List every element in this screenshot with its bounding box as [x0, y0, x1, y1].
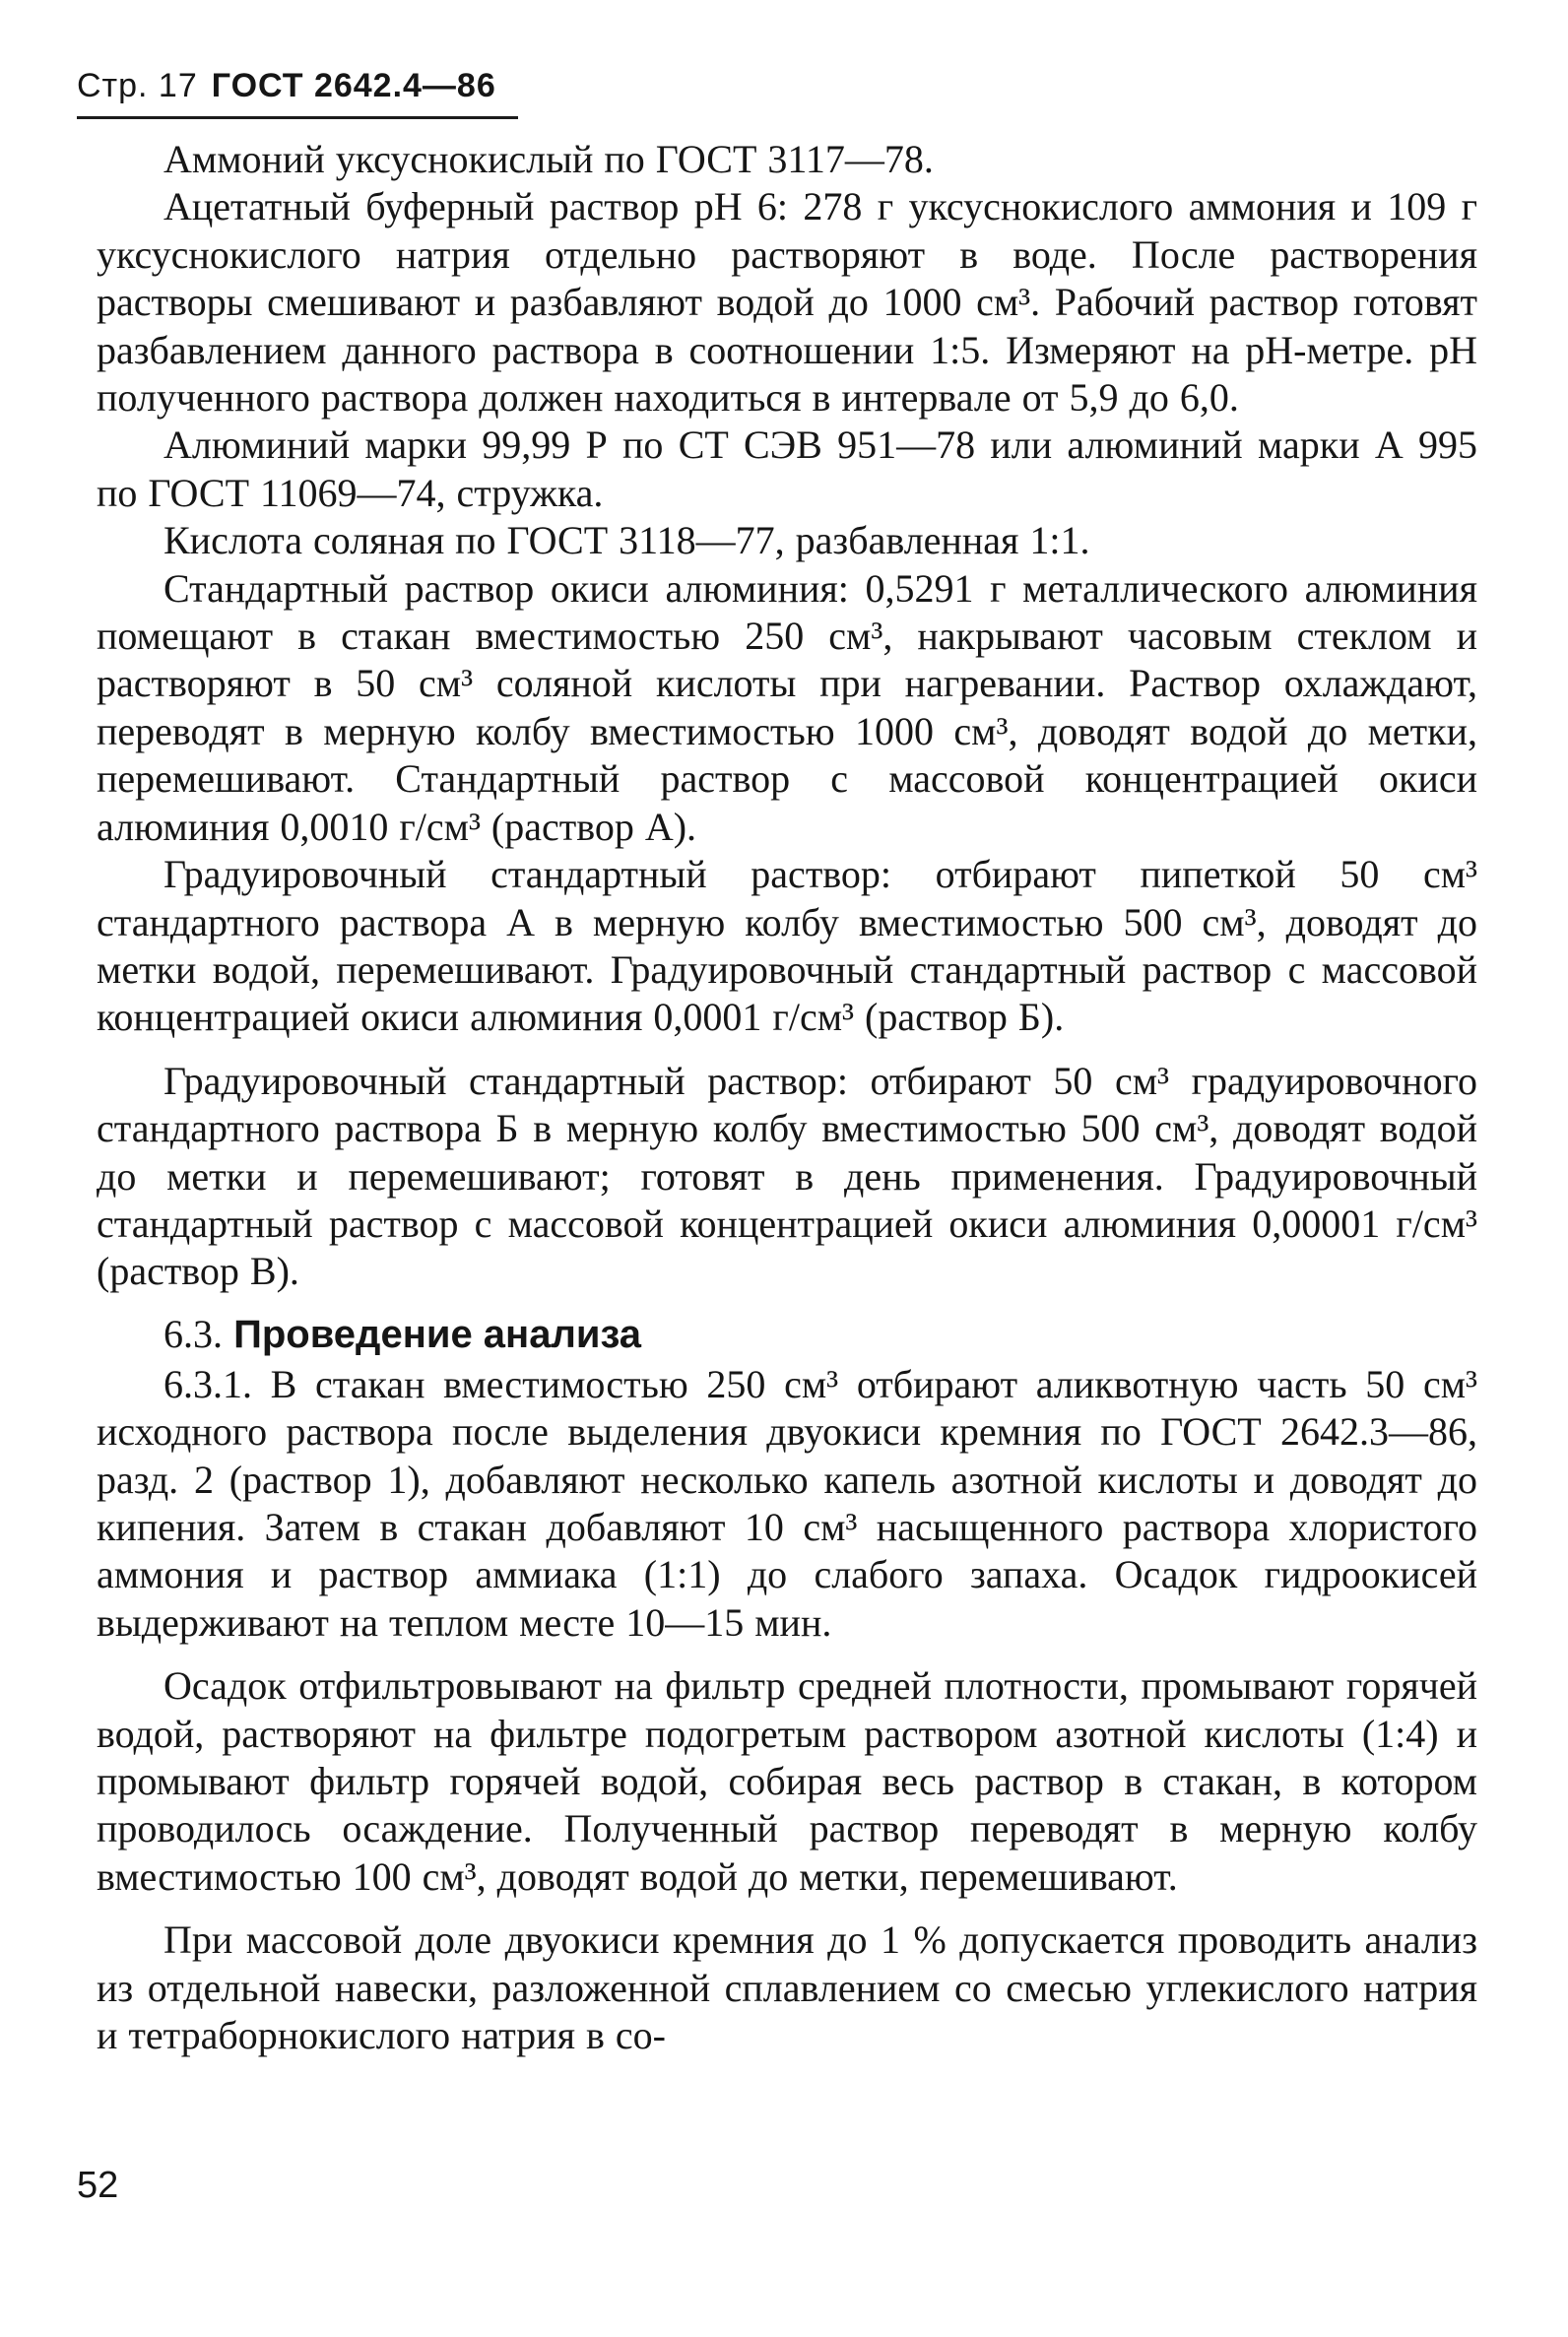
standard-code: ГОСТ 2642.4—86	[211, 67, 496, 104]
document-body	[97, 136, 1477, 2059]
paragraph-aluminium: Алюминий марки 99,99 Р по СТ СЭВ 951—78 или алюминий марки А 995 по ГОСТ 11069—74, стружка.	[97, 422, 1477, 515]
paragraph-acetate-buffer: Ацетатный буферный раствор рН 6: 278 г уксуснокислого аммония и 109 г уксуснокислого натрия отдельно растворяют в воде. После растворения растворы смешивают и разбавляют водой до 1000 см³. Рабочий раствор готовят разбавлением данного раствора в соотношении 1:5. Измеряют на рН-метре. рН полученного раствора должен находиться в интервале от 5,9 до 6,0.	[97, 184, 1477, 421]
paragraph-calibration-solution-c: Градуировочный стандартный раствор: отбирают 50 см³ градуировочного стандартного раствора Б в мерную колбу вместимостью 500 см³, доводят водой до метки и перемешивают; готовят в день применения. Градуировочный стандартный раствор с массовой концентрацией окиси алюминия 0,00001 г/см³ (раствор В).	[97, 1058, 1477, 1294]
page-label: Стр. 17	[77, 67, 198, 104]
header-rule	[77, 116, 518, 119]
page-number: 52	[77, 2165, 119, 2206]
paragraph-filtration: Осадок отфильтровывают на фильтр средней плотности, промывают горячей водой, растворяют на фильтре подогретым раствором азотной кислоты (1:4) и промывают фильтр горячей водой, собирая весь раствор в стакан, в котором проводилось осаждение. Полученный раствор переводят в мерную колбу вместимостью 100 см³, доводят водой до метки, перемешивают.	[97, 1663, 1477, 1899]
paragraph-standard-solution-a: Стандартный раствор окиси алюминия: 0,5291 г металлического алюминия помещают в стакан вместимостью 250 см³, накрывают часовым стеклом и растворяют в 50 см³ соляной кислоты при нагревании. Раствор охлаждают, переводят в мерную колбу вместимостью 1000 см³, доводят водой до метки, перемешивают. Стандартный раствор с массовой концентрацией окиси алюминия 0,0010 г/см³ (раствор А).	[97, 565, 1477, 849]
paragraph-calibration-solution-b: Градуировочный стандартный раствор: отбирают пипеткой 50 см³ стандартного раствора А в мерную колбу вместимостью 500 см³, доводят до метки водой, перемешивают. Градуировочный стандартный раствор с массовой концентрацией окиси алюминия 0,0001 г/см³ (раствор Б).	[97, 852, 1477, 1040]
page-header	[77, 67, 496, 105]
paragraph-hydrochloric-acid: Кислота соляная по ГОСТ 3118—77, разбавленная 1:1.	[163, 518, 1090, 563]
section-heading	[97, 1310, 1477, 1359]
paragraph-6-3-1: 6.3.1. В стакан вместимостью 250 см³ отбирают аликвотную часть 50 см³ исходного раствора после выделения двуокиси кремния по ГОСТ 2642.3—86, разд. 2 (раствор 1), добавляют несколько капель азотной кислоты и доводят до кипения. Затем в стакан добавляют 10 см³ насыщенного раствора хлористого аммония и раствор аммиака (1:1) до слабого запаха. Осадок гидроокисей выдерживают на теплом месте 10—15 мин.	[97, 1361, 1477, 1645]
section-number: 6.3.	[163, 1311, 223, 1356]
paragraph-ammonium-acetate: Аммоний уксуснокислый по ГОСТ 3117—78.	[163, 137, 934, 181]
paragraph-separate-sample: При массовой доле двуокиси кремния до 1 % допускается проводить анализ из отдельной навески, разложенной сплавлением со смесью углекислого натрия и тетраборнокислого натрия в со-	[97, 1917, 1477, 2058]
section-title: Проведение анализа	[233, 1312, 642, 1356]
